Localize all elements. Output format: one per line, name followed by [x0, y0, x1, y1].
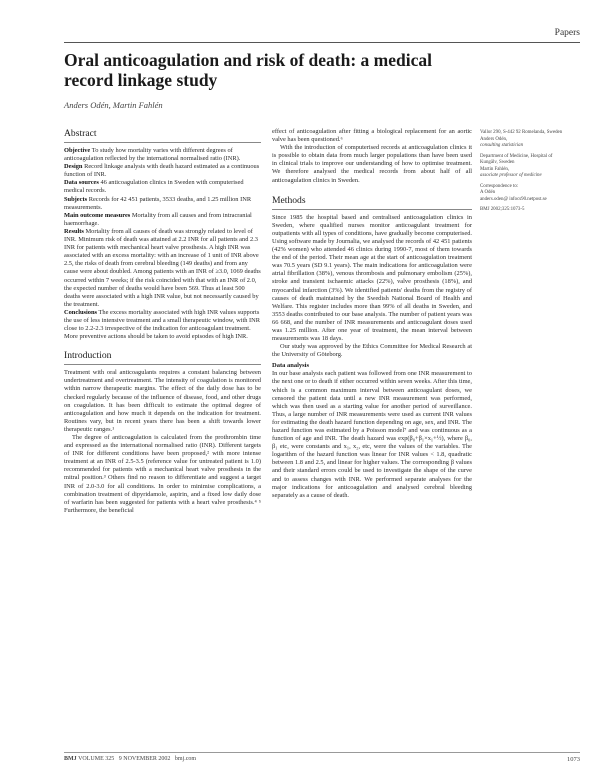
- abstract-objective: [64, 147, 261, 163]
- abstract-body: [64, 147, 261, 341]
- right-body: [272, 128, 472, 185]
- abstract-subjects: [64, 196, 261, 212]
- author-name: Anders Odén,: [480, 136, 508, 142]
- paragraph: With the introduction of computerised records at anticoagulation clinics it is possible to obtain data from much larger populations than have been used in clinical trials to improve our understanding of how to optimise treatment. We therefore analysed the medical records from about half of all anticoagulation clinics in Sweden.: [272, 144, 472, 184]
- label: Conclusions: [64, 308, 98, 316]
- methods-heading: Methods: [272, 194, 306, 206]
- label: Data sources: [64, 179, 99, 187]
- paragraph: Our study was approved by the Ethics Committee for Medical Research at the University of Göteborg.: [272, 343, 472, 359]
- author-sidebar: [480, 130, 570, 218]
- footer-rule: [64, 752, 580, 753]
- text: Mortality from all causes of death was strongly related to level of INR. Minimum risk of death was attained at 2.2 INR for all patients and 2.3 INR for patients with mechanical heart valve prosthesis. A high INR was associated with an excess mortality: with an increase of 1 unit of INR above 2.5, the risks of death from cerebral bleeding (149 deaths) and from any cause were about doubled. Among patients with an INR of ≥3.0, 1069 deaths occurred within 7 weeks; if the risk coincided with that with an INR of 2.0, the expected number of deaths would have been 569. Thus at least 500 deaths were associated with a high INR value, but not necessarily caused by the treatment.: [64, 227, 261, 308]
- journal-name: BMJ: [64, 756, 77, 762]
- introduction-body: [64, 369, 261, 515]
- paragraph: In our base analysis each patient was followed from one INR measurement to the next one or to death if either occurred within seven weeks. After this time, which is a common maximum interval between anticoagulant doses, we censored the patient data until a new INR measurement was performed, which was then used as a starting value for another period of surveillance. Thus, a large number of INR measurements were used as current INR values for estimating the death hazard function depending on age, sex, and INR. The hazard function was estimated by a Poisson model⁷ and was continuous as a function of age and INR. The death hazard was exp(β₀+β₁×x₁+½), where β₀, β₁ etc, were constants and x₁, x₂, etc, were the values of the variables. The logarithm of the hazard function was linear for INR values < 1.8, quadratic between 1.8 and 2.5, and linear for higher values. The corresponding β values and their standard errors could be used to investigate the shape of the curve and to assess changes with INR. We performed separate analyses for the major indications for anticoagulation and analysed cerebral bleeding separately as a cause of death.: [272, 370, 472, 499]
- introduction-heading: Introduction: [64, 350, 112, 362]
- data-analysis-heading: Data analysis: [272, 362, 310, 370]
- label: Objective: [64, 147, 91, 154]
- label: Results: [64, 227, 84, 235]
- label: Design: [64, 163, 83, 171]
- article-authors: Anders Odén, Martin Fahlén: [64, 100, 163, 110]
- affiliation-text: Vallor 290, S-442 92 Romelanda, Sweden: [480, 130, 563, 135]
- affiliation-2: [480, 154, 570, 180]
- text: 46 anticoagulation clinics in Sweden with computerised medical records.: [64, 179, 244, 195]
- paragraph: effect of anticoagulation after fitting a biological replacement for an aortic valve has been questioned.⁶: [272, 128, 472, 144]
- author-role: associate professor of medicine: [480, 173, 542, 178]
- affiliation-text: Department of Medicine, Hospital of Kungälv, Sweden: [480, 153, 553, 165]
- abstract-data: [64, 179, 261, 195]
- label: Main outcome measures: [64, 211, 131, 219]
- divider: [272, 209, 472, 210]
- paragraph: Treatment with oral anticoagulants requires a constant balancing between undertreatment and overtreatment. The intensity of coagulation is monitored within narrow therapeutic margins. The effect of the daily dose has to be checked regularly because of the influence of disease, food, and other drugs on coagulation. It has been difficult to estimate the optimal degree of anticoagulation and how much it depends on the indication for treatment. Routines vary, but in recent years there has been a shift towards lower therapeutic ranges.¹: [64, 369, 261, 433]
- website-link[interactable]: bmj.com: [174, 756, 197, 762]
- abstract-heading: Abstract: [64, 128, 97, 139]
- affiliation-1: [480, 130, 570, 150]
- correspondence-name: A Odén: [480, 190, 496, 195]
- issue-date: 9 NOVEMBER 2002: [118, 756, 171, 762]
- correspondence-email[interactable]: anders.oden@ infocs90.netpost.se: [480, 196, 547, 202]
- text: The excess mortality associated with high INR values supports the use of less intensive treatment and a small therapeutic window, with INR close to 2.2-2.3 irrespective of the indication for anticoagulant treatment. More preventive actions should be taken to avoid episodes of high INR.: [64, 308, 261, 341]
- text: To study how mortality varies with different degrees of anticoagulation reflected by the international normalised ratio (INR).: [64, 147, 241, 163]
- top-rule: [64, 42, 580, 43]
- paragraph: The degree of anticoagulation is calculated from the prothrombin time and expressed as the international normalised ratio (INR). Different targets of INR for different conditions have been proposed,² with more intense treatment at an INR of 2.5-3.5 (reference value for untreated patient is 1.0) recommended for patients with a mechanical heart valve prosthesis in the mitral position.³ Others find no reason to differentiate and suggest a target INR of 2.0-3.0 for all conditions. In order to minimise complications, a combination treatment of dipyridamole, aspirin, and a fixed low daily dose of warfarin has been suggested for patients with a heart valve prosthesis.⁴ ⁵ Furthermore, the beneficial: [64, 434, 261, 514]
- abstract-design: [64, 163, 261, 179]
- article-title: Oral anticoagulation and risk of death: a medical record linkage study: [64, 50, 432, 90]
- text: Records for 42 451 patients, 3533 deaths, and 1.25 million INR measurements.: [64, 195, 252, 211]
- footer: [64, 756, 196, 762]
- label: Subjects: [64, 195, 88, 203]
- text: Mortality from all causes and from intracranial haemorrhage.: [64, 211, 252, 227]
- author-role: consulting statistician: [480, 143, 524, 148]
- paragraph: Since 1985 the hospital based and centralised anticoagulation clinics in Sweden, where qualified nurses monitor anticoagulant treatment for outpatients with all types of conditions, have gradually become computerised. Using software made by Journalia, we analysed the records of 42 451 patients (42% women) who attended 46 clinics during 1990-7, most of them towards the end of the period. Their mean age at the start of anticoagulation treatment was 70.5 years (SD 9.1 years). The main indications for anticoagulation were atrial fibrillation (38%), venous thrombosis and pulmonary embolism (25%), stroke and transient ischaemic attacks (22%), valve prosthesis (18%), and myocardial infarction (3%). We identified patients' deaths from the registry of causes of death maintained by the Swedish National Board of Health and Welfare. This register includes more than 99% of all deaths in Sweden, and 3553 deaths contributed to our base analysis. The number of patient years was 66 668, and the number of INR measurements and anticoagulant doses used was 1.25 million. After one year of treatment, the mean interval between measurements was 18 days.: [272, 213, 472, 343]
- correspondence-label: Correspondence to:: [480, 183, 519, 189]
- abstract-outcome: [64, 212, 261, 228]
- left-column: [64, 128, 261, 515]
- citation: BMJ 2002;325:1073-5: [480, 207, 525, 212]
- abstract-results: [64, 228, 261, 309]
- divider: [64, 364, 261, 365]
- text: Record linkage analysis with death hazard estimated as a continuous function of INR.: [64, 163, 260, 179]
- abstract-conclusions: [64, 309, 261, 341]
- correspondence: [480, 184, 570, 204]
- methods-body: [272, 214, 472, 360]
- author-name: Martin Fahlén,: [480, 166, 510, 172]
- right-column: [272, 128, 472, 500]
- volume: VOLUME 325: [78, 756, 115, 762]
- divider: [64, 142, 261, 143]
- section-label: Papers: [554, 28, 580, 38]
- page-number: 1073: [567, 756, 580, 763]
- data-analysis-body: [272, 370, 472, 500]
